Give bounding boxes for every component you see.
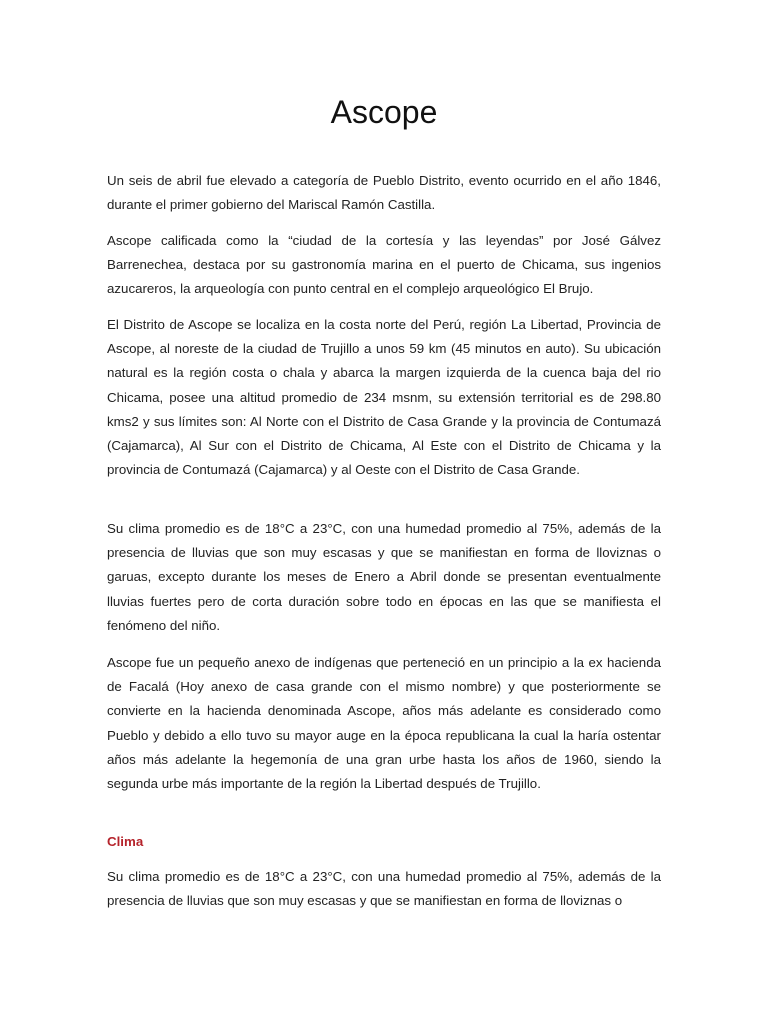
paragraph-location: El Distrito de Ascope se localiza en la costa norte del Perú, región La Libertad, Provincia de Ascope, al noreste de la ciudad de Trujillo a unos 59 km (45 minutos en auto). Su ubicación natural es la región costa o chala y abarca la margen izquierda de la cuenca baja del rio Chicama, posee una altitud promedio de 234 msnm, su extensión territorial es de 298.80 kms2 y sus límites son: Al Norte con el Distrito de Casa Grande y la provincia de Contumazá (Cajamarca), Al Sur con el Distrito de Chicama, Al Este con el Distrito de Chicama y la provincia de Contumazá (Cajamarca) y al Oeste con el Distrito de Casa Grande. <box>107 317 661 478</box>
paragraph-history: Ascope fue un pequeño anexo de indígenas que perteneció en un principio a la ex hacienda de Facalá (Hoy anexo de casa grande con el mismo nombre) y que posteriormente se convierte en la hacienda denominada Ascope, años más adelante es considerado como Pueblo y debido a ello tuvo su mayor auge en la época republicana la cual la haría ostentar años más adelante la hegemonía de una gran urbe hasta los años de 1960, siendo la segunda urbe más importante de la región la Libertad después de Trujillo. <box>107 655 661 792</box>
paragraph-clima-section: Su clima promedio es de 18°C a 23°C, con una humedad promedio al 75%, además de la presencia de lluvias que son muy escasas y que se manifiestan en forma de lloviznas o <box>107 869 661 909</box>
paragraph-nickname: Ascope calificada como la “ciudad de la cortesía y las leyendas” por José Gálvez Barrenechea, destaca por su gastronomía marina en el puerto de Chicama, sus ingenios azucareros, la arqueología con punto central en el complejo arqueológico El Brujo. <box>107 233 661 297</box>
paragraph-climate: Su clima promedio es de 18°C a 23°C, con una humedad promedio al 75%, además de la presencia de lluvias que son muy escasas y que se manifiestan en forma de lloviznas o garuas, excepto durante los meses de Enero a Abril donde se presentan eventualmente lluvias fuertes pero de corta duración sobre todo en épocas en las que se manifiesta el fenómeno del niño. <box>107 521 661 633</box>
page-title: Ascope <box>330 94 438 130</box>
paragraph-founding: Un seis de abril fue elevado a categoría de Pueblo Distrito, evento ocurrido en el año 1846, durante el primer gobierno del Mariscal Ramón Castilla. <box>107 173 661 213</box>
section-heading-clima: Clima <box>107 834 144 849</box>
